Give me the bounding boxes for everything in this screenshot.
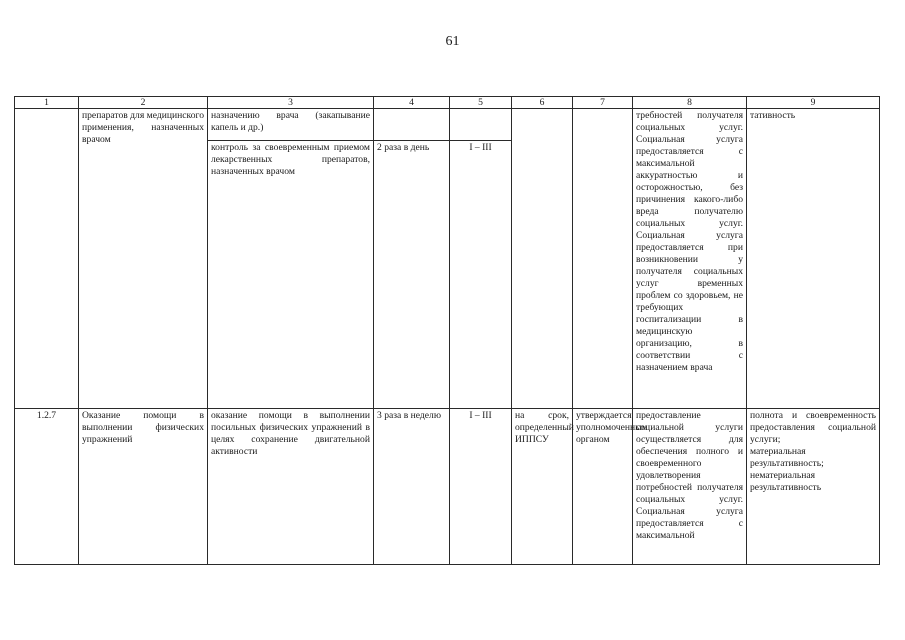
indicator-line: материальная результативность; [750, 446, 824, 469]
block2-tariff: утверждается уполномоченным органом [573, 409, 633, 565]
page-number: 61 [445, 34, 460, 49]
block2-conditions: предоставление социальной услуги осуществляется для обеспечения полного и своевременного удовлетворения потребностей получателя социальных услуг. Социальная услуга предоставляется с максимальной [633, 409, 747, 565]
block1-tariff [573, 109, 633, 409]
column-header-7: 7 [573, 97, 633, 109]
block1-groups-a [450, 109, 512, 141]
block2-groups: I – III [450, 409, 512, 565]
column-header-row [15, 97, 880, 109]
column-header-3: 3 [208, 97, 374, 109]
block1-conditions: требностей получателя социальных услуг. Социальная услуга предоставляется с максимальной аккуратностью и осторожностью, без причинения какого-либо вреда получателю социальных услуг. Социальная услуга предоставляется при возникновении у получателя социальных услуг временных проблем со здоровьем, не требующих госпитализации в медицинскую организацию, в соответствии с назначением врача [633, 109, 747, 409]
services-table [14, 96, 880, 565]
block2-frequency: 3 раза в неделю [374, 409, 450, 565]
block2-term: на срок, определенный ИППСУ [512, 409, 573, 565]
table-row [15, 109, 880, 141]
block1-frequency-b: 2 раза в день [374, 141, 450, 409]
block2-description: оказание помощи в выполнении посильных физических упражнений в целях сохранение двигательной активности [208, 409, 374, 565]
column-header-8: 8 [633, 97, 747, 109]
block1-service-name: препаратов для медицинского применения, назначенных врачом [79, 109, 208, 409]
block1-description-b: контроль за своевременным приемом лекарственных препаратов, назначенных врачом [208, 141, 374, 409]
block1-groups-b: I – III [450, 141, 512, 409]
indicator-line: полнота и своевременность предоставления социальной услуги; [750, 410, 876, 445]
column-header-4: 4 [374, 97, 450, 109]
block1-description-a: назначению врача (закапывание капель и др.) [208, 109, 374, 141]
block2-service-name: Оказание помощи в выполнении физических упражнений [79, 409, 208, 565]
block1-frequency-a [374, 109, 450, 141]
block1-indicators: тативность [747, 109, 880, 409]
column-header-6: 6 [512, 97, 573, 109]
column-header-1: 1 [15, 97, 79, 109]
block1-term [512, 109, 573, 409]
block2-code: 1.2.7 [15, 409, 79, 565]
block2-indicators [747, 409, 880, 565]
column-header-2: 2 [79, 97, 208, 109]
block1-col1 [15, 109, 79, 409]
table-row [15, 409, 880, 565]
indicator-line: нематериальная результативность [750, 470, 822, 493]
column-header-5: 5 [450, 97, 512, 109]
column-header-9: 9 [747, 97, 880, 109]
